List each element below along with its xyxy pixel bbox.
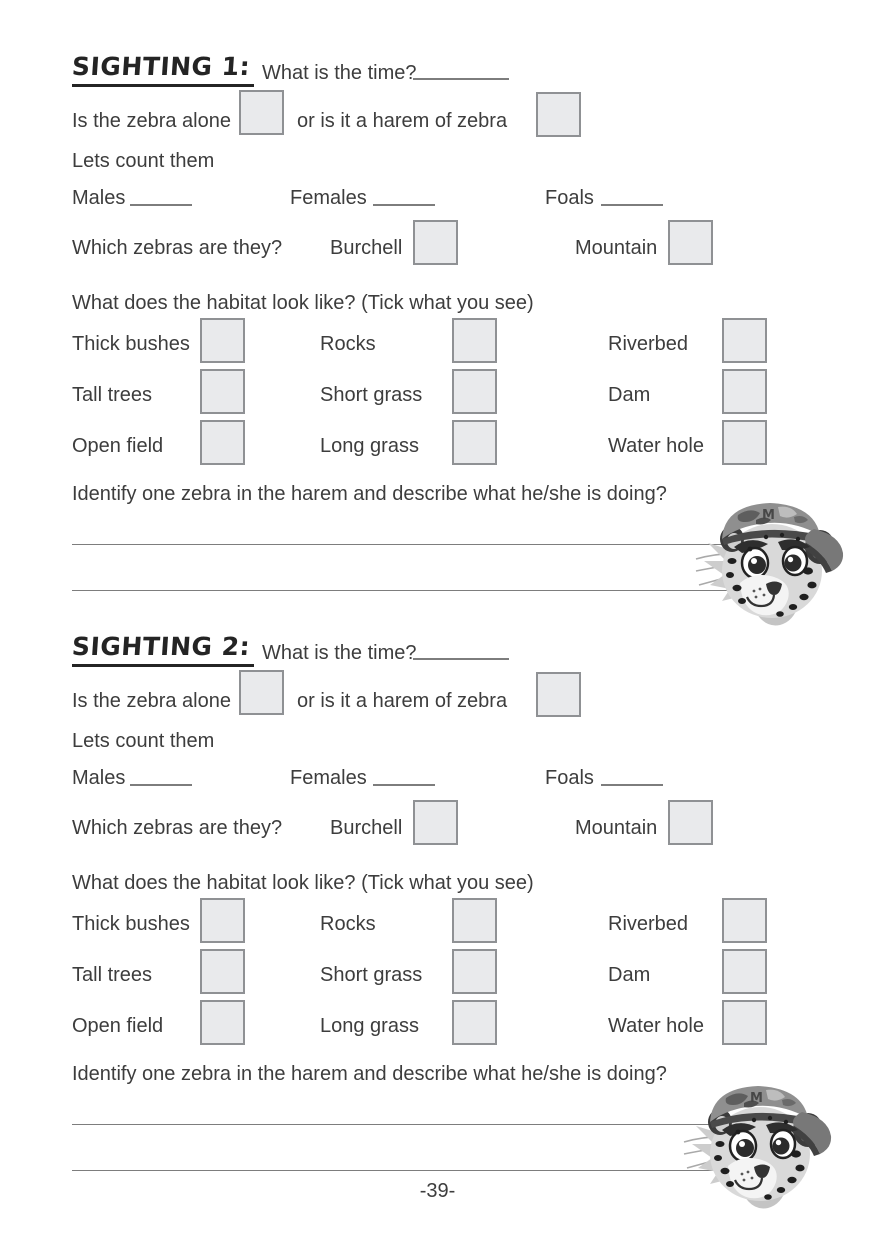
habitat-label-long-grass: Long grass [320, 1015, 419, 1037]
habitat-label-long-grass: Long grass [320, 435, 419, 457]
count-prompt-label: Lets count them [72, 150, 215, 172]
checkbox-burchell[interactable] [413, 220, 458, 265]
page-number: -39- [419, 1180, 456, 1202]
checkbox-long-grass[interactable] [452, 1000, 497, 1045]
habitat-question-label: What does the habitat look like? (Tick what you see) [72, 872, 534, 894]
checkbox-harem[interactable] [536, 92, 581, 137]
habitat-label-rocks: Rocks [320, 913, 376, 935]
checkbox-alone[interactable] [239, 90, 284, 135]
checkbox-short-grass[interactable] [452, 949, 497, 994]
sighting-2-section [0, 632, 875, 1212]
habitat-label-thick-bushes: Thick bushes [72, 333, 190, 355]
females-count-field[interactable] [373, 784, 435, 786]
checkbox-thick-bushes[interactable] [200, 898, 245, 943]
checkbox-long-grass[interactable] [452, 420, 497, 465]
females-label: Females [290, 767, 367, 789]
females-label: Females [290, 187, 367, 209]
checkbox-dam[interactable] [722, 949, 767, 994]
habitat-question-label: What does the habitat look like? (Tick what you see) [72, 292, 534, 314]
checkbox-mountain[interactable] [668, 220, 713, 265]
checkbox-riverbed[interactable] [722, 898, 767, 943]
checkbox-mountain[interactable] [668, 800, 713, 845]
burchell-label: Burchell [330, 817, 403, 839]
checkbox-thick-bushes[interactable] [200, 318, 245, 363]
foals-label: Foals [545, 767, 594, 789]
sighting-heading: SIGHTING 1: [72, 52, 254, 87]
foals-count-field[interactable] [601, 204, 663, 206]
checkbox-water-hole[interactable] [722, 420, 767, 465]
habitat-label-water-hole: Water hole [608, 1015, 704, 1037]
habitat-label-tall-trees: Tall trees [72, 384, 153, 406]
habitat-label-short-grass: Short grass [320, 384, 423, 406]
which-zebras-label: Which zebras are they? [72, 817, 283, 839]
alone-question-label: Is the zebra alone [72, 690, 231, 712]
harem-question-label: or is it a harem of zebra [297, 690, 508, 712]
checkbox-alone[interactable] [239, 670, 284, 715]
males-label: Males [72, 767, 126, 789]
checkbox-harem[interactable] [536, 672, 581, 717]
habitat-label-dam: Dam [608, 964, 651, 986]
checkbox-tall-trees[interactable] [200, 949, 245, 994]
habitat-label-water-hole: Water hole [608, 435, 704, 457]
time-answer-field[interactable] [413, 78, 509, 80]
sighting-heading: SIGHTING 2: [72, 632, 254, 667]
harem-question-label: or is it a harem of zebra [297, 110, 508, 132]
checkbox-rocks[interactable] [452, 318, 497, 363]
habitat-label-open-field: Open field [72, 1015, 164, 1037]
leopard-mascot-icon [694, 493, 846, 633]
habitat-label-dam: Dam [608, 384, 651, 406]
identify-question-label: Identify one zebra in the harem and describe what he/she is doing? [72, 1063, 667, 1085]
habitat-label-rocks: Rocks [320, 333, 376, 355]
checkbox-short-grass[interactable] [452, 369, 497, 414]
time-answer-field[interactable] [413, 658, 509, 660]
habitat-label-riverbed: Riverbed [608, 333, 689, 355]
burchell-label: Burchell [330, 237, 403, 259]
checkbox-burchell[interactable] [413, 800, 458, 845]
alone-question-label: Is the zebra alone [72, 110, 231, 132]
females-count-field[interactable] [373, 204, 435, 206]
checkbox-open-field[interactable] [200, 1000, 245, 1045]
count-prompt-label: Lets count them [72, 730, 215, 752]
foals-label: Foals [545, 187, 594, 209]
checkbox-riverbed[interactable] [722, 318, 767, 363]
habitat-label-short-grass: Short grass [320, 964, 423, 986]
males-count-field[interactable] [130, 204, 192, 206]
foals-count-field[interactable] [601, 784, 663, 786]
males-count-field[interactable] [130, 784, 192, 786]
habitat-label-tall-trees: Tall trees [72, 964, 153, 986]
males-label: Males [72, 187, 126, 209]
checkbox-open-field[interactable] [200, 420, 245, 465]
checkbox-dam[interactable] [722, 369, 767, 414]
sighting-1-section [0, 52, 875, 632]
checkbox-rocks[interactable] [452, 898, 497, 943]
habitat-label-riverbed: Riverbed [608, 913, 689, 935]
time-question-label: What is the time? [262, 62, 417, 84]
mountain-label: Mountain [575, 237, 658, 259]
checkbox-tall-trees[interactable] [200, 369, 245, 414]
habitat-label-open-field: Open field [72, 435, 164, 457]
time-question-label: What is the time? [262, 642, 417, 664]
mountain-label: Mountain [575, 817, 658, 839]
checkbox-water-hole[interactable] [722, 1000, 767, 1045]
identify-question-label: Identify one zebra in the harem and describe what he/she is doing? [72, 483, 667, 505]
which-zebras-label: Which zebras are they? [72, 237, 283, 259]
habitat-label-thick-bushes: Thick bushes [72, 913, 190, 935]
